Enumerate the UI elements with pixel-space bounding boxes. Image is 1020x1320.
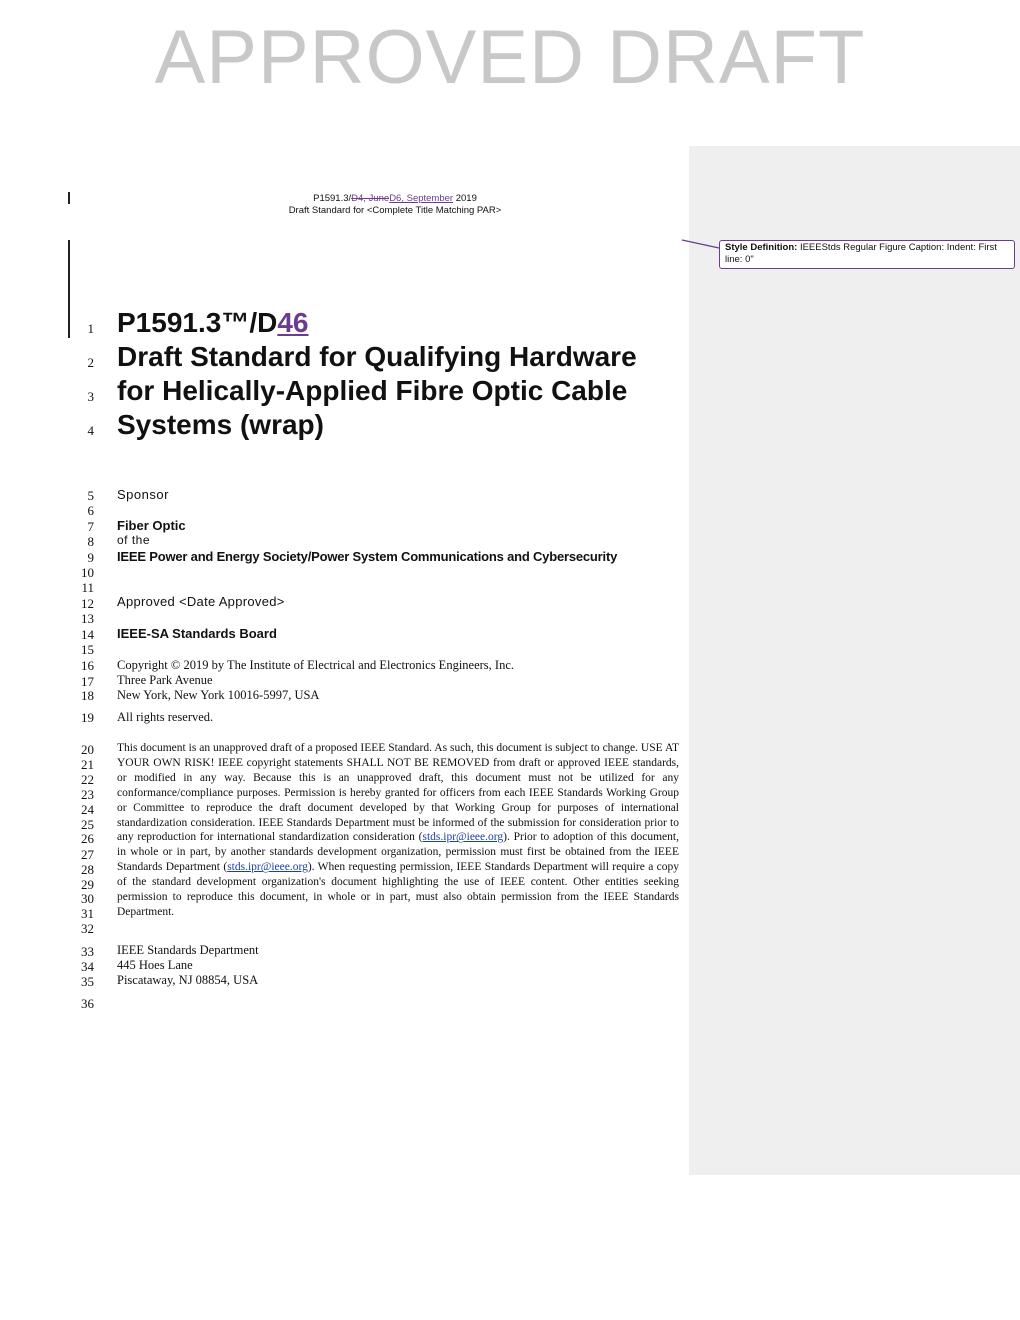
line-number: 32 [81, 921, 94, 936]
committee-name: Fiber Optic [117, 518, 186, 533]
title-designation-text: P1591.3™/D [117, 307, 278, 338]
line-number: 30 [81, 891, 94, 906]
line-number: 7 [87, 519, 94, 534]
ipr-email-link[interactable]: stds.ipr@ieee.org [422, 831, 504, 844]
page-header [0, 193, 790, 217]
address-line-2: 445 Hoes Lane [117, 958, 193, 972]
line-number: 36 [81, 996, 94, 1011]
line-number: 35 [81, 974, 94, 989]
line-number: 16 [81, 658, 94, 673]
header-line-1 [0, 193, 790, 205]
line-number: 22 [81, 772, 94, 787]
notice-text-3: ). When requesting permission, IEEE Standards Department will require a copy of the standard development organization's document highlighting the use of IEEE content. Other entities seeking permission to reproduce this document, in whole or in part, must also obtain permission from the IEEE Standards Department. [117, 861, 680, 918]
line-number: 34 [81, 959, 94, 974]
approved-draft-watermark: APPROVED DRAFT [154, 15, 866, 100]
line-number: 24 [81, 802, 94, 817]
line-number: 25 [81, 817, 94, 832]
line-number: 10 [81, 565, 94, 580]
line-number: 13 [81, 611, 94, 626]
line-number: 20 [81, 742, 94, 757]
sponsor-label: Sponsor [117, 487, 169, 502]
title-line-4: Systems (wrap) [117, 409, 324, 440]
line-number: 15 [81, 642, 94, 657]
title-line-2: Draft Standard for Qualifying Hardware [117, 341, 637, 372]
line-number: 14 [81, 627, 94, 642]
title-designation [117, 306, 637, 340]
line-number: 6 [87, 503, 94, 518]
line-number: 17 [81, 674, 94, 689]
title-line-3: for Helically-Applied Fibre Optic Cable [117, 375, 628, 406]
header-inserted-text: D6, September [389, 193, 454, 204]
document-title [117, 306, 637, 442]
line-number: 9 [87, 550, 94, 565]
rights-reserved: All rights reserved. [117, 710, 214, 724]
line-number: 8 [87, 534, 94, 549]
comment-pane [689, 146, 1020, 1175]
approved-date: Approved <Date Approved> [117, 594, 285, 609]
comment-label: Style Definition: [725, 242, 798, 253]
line-number: 11 [81, 580, 94, 595]
header-subtitle: Draft Standard for <Complete Title Matching PAR> [288, 205, 502, 216]
header-year: 2019 [453, 193, 477, 204]
line-number: 33 [81, 944, 94, 959]
line-number: 18 [81, 688, 94, 703]
line-number: 28 [81, 862, 94, 877]
line-number: 29 [81, 877, 94, 892]
title-deleted-digit: 4 [277, 307, 293, 338]
line-number: 12 [81, 596, 94, 611]
line-number: 19 [81, 710, 94, 725]
comment-text: IEEEStds Regular Figure Caption: Indent: First line: 0" [725, 242, 997, 265]
ipr-email-link[interactable]: stds.ipr@ieee.org [227, 861, 308, 874]
standards-board: IEEE-SA Standards Board [117, 626, 277, 641]
notice-text-2: ). Prior to adoption of this document, in whole or in part, by another standards development organization, permission must first be obtained from the IEEE Standards Department ( [117, 831, 679, 874]
line-number: 26 [81, 831, 94, 846]
line-number: 23 [81, 787, 94, 802]
title-inserted-digit: 6 [292, 307, 309, 338]
copyright-line-2: Three Park Avenue [117, 673, 213, 687]
line-number: 27 [81, 847, 94, 862]
header-prefix: P1591.3/ [313, 193, 352, 204]
line-number: 1 [87, 321, 94, 336]
notice-text-1: This document is an unapproved draft of a proposed IEEE Standard. As such, this document is subject to change. USE AT YOUR OWN RISK! IEEE copyright statements SHALL NOT BE REMOVED from draft or approved IEEE standards, or modified in any way. Because this is an unapproved draft, this document must not be utilized for any conformance/compliance purposes. Permission is hereby granted for officers from each IEEE Standards Working Group or Committee to reproduce the draft document developed by that Working Group for purposes of international standardization consideration. IEEE Standards Department must be informed of the submission for consideration prior to any reproduction for international standardization consideration ( [117, 742, 679, 844]
line-number: 31 [81, 906, 94, 921]
address-line-1: IEEE Standards Department [117, 943, 259, 957]
copyright-line-1: Copyright © 2019 by The Institute of Electrical and Electronics Engineers, Inc. [117, 658, 515, 672]
style-definition-comment[interactable] [719, 240, 1015, 269]
draft-notice-paragraph [117, 741, 679, 920]
copyright-line-3: New York, New York 10016-5997, USA [117, 688, 320, 702]
line-number: 5 [87, 488, 94, 503]
line-number: 4 [87, 423, 94, 438]
line-number: 21 [81, 757, 94, 772]
society-name: IEEE Power and Energy Society/Power System Communications and Cybersecurity [117, 549, 618, 564]
address-line-3: Piscataway, NJ 08854, USA [117, 973, 259, 987]
header-deleted-text: D4, June [351, 193, 390, 204]
line-number: 3 [87, 389, 94, 404]
of-the-text: of the [117, 533, 151, 547]
line-number: 2 [87, 355, 94, 370]
